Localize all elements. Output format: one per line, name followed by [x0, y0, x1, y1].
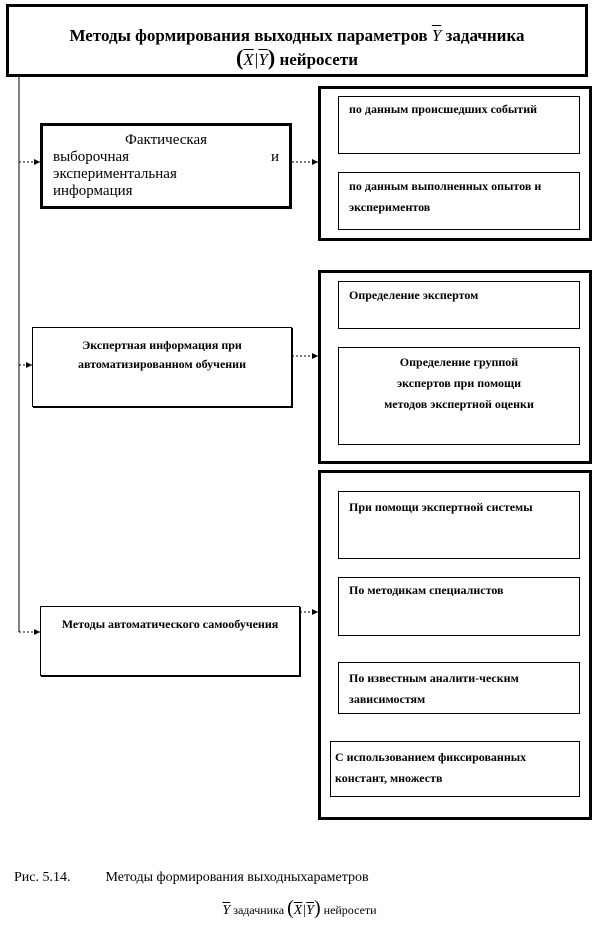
target-2-1: Определение экспертом [338, 281, 580, 329]
figure-caption-line-1 [14, 870, 584, 894]
target-1-2: по данным выполненных опытов и экспериментов [338, 172, 580, 230]
source-box-factual [40, 123, 292, 209]
title-line-1: Методы формирования выходных параметров $\overline{Y}$ задачника [69, 26, 525, 45]
source-1-line-3: экспериментальная [53, 166, 177, 182]
figure-caption-line-2: $\overline{Y}$ задачника $(\overline{X}|\overline{Y})$ нейросети [222, 897, 377, 919]
target-3-4: С использованием фиксированных констант, множеств [330, 741, 580, 797]
target-3-2: По методикам специалистов [338, 577, 580, 636]
source-1-word: выборочная [53, 149, 130, 165]
caption-text: Методы формирования выходныхараметров [105, 870, 369, 885]
target-1-1: по данным происшедших событий [338, 96, 580, 154]
caption-label: Рис. 5.14. [14, 870, 71, 885]
target-2-2: Определение группой экспертов при помощи методов экспертной оценки [338, 347, 580, 445]
title-box [6, 4, 588, 77]
title-line-2: $(\overline{X}|\overline{Y})$ нейросети [236, 45, 358, 70]
source-1-and: и [270, 149, 279, 165]
target-3-1: При помощи экспертной системы [338, 491, 580, 559]
source-box-expert: Экспертная информация при автоматизированном обучении [32, 327, 292, 407]
target-3-3: По известным аналити-ческим зависимостям [338, 662, 580, 714]
source-1-line-1: Фактическая [124, 132, 208, 148]
source-box-selflearning: Методы автоматического самообучения [40, 606, 300, 676]
caption-var-y: $\overline{Y}$ [222, 903, 231, 918]
source-1-line-2 [53, 149, 279, 166]
source-1-line-4: информация [53, 183, 133, 199]
